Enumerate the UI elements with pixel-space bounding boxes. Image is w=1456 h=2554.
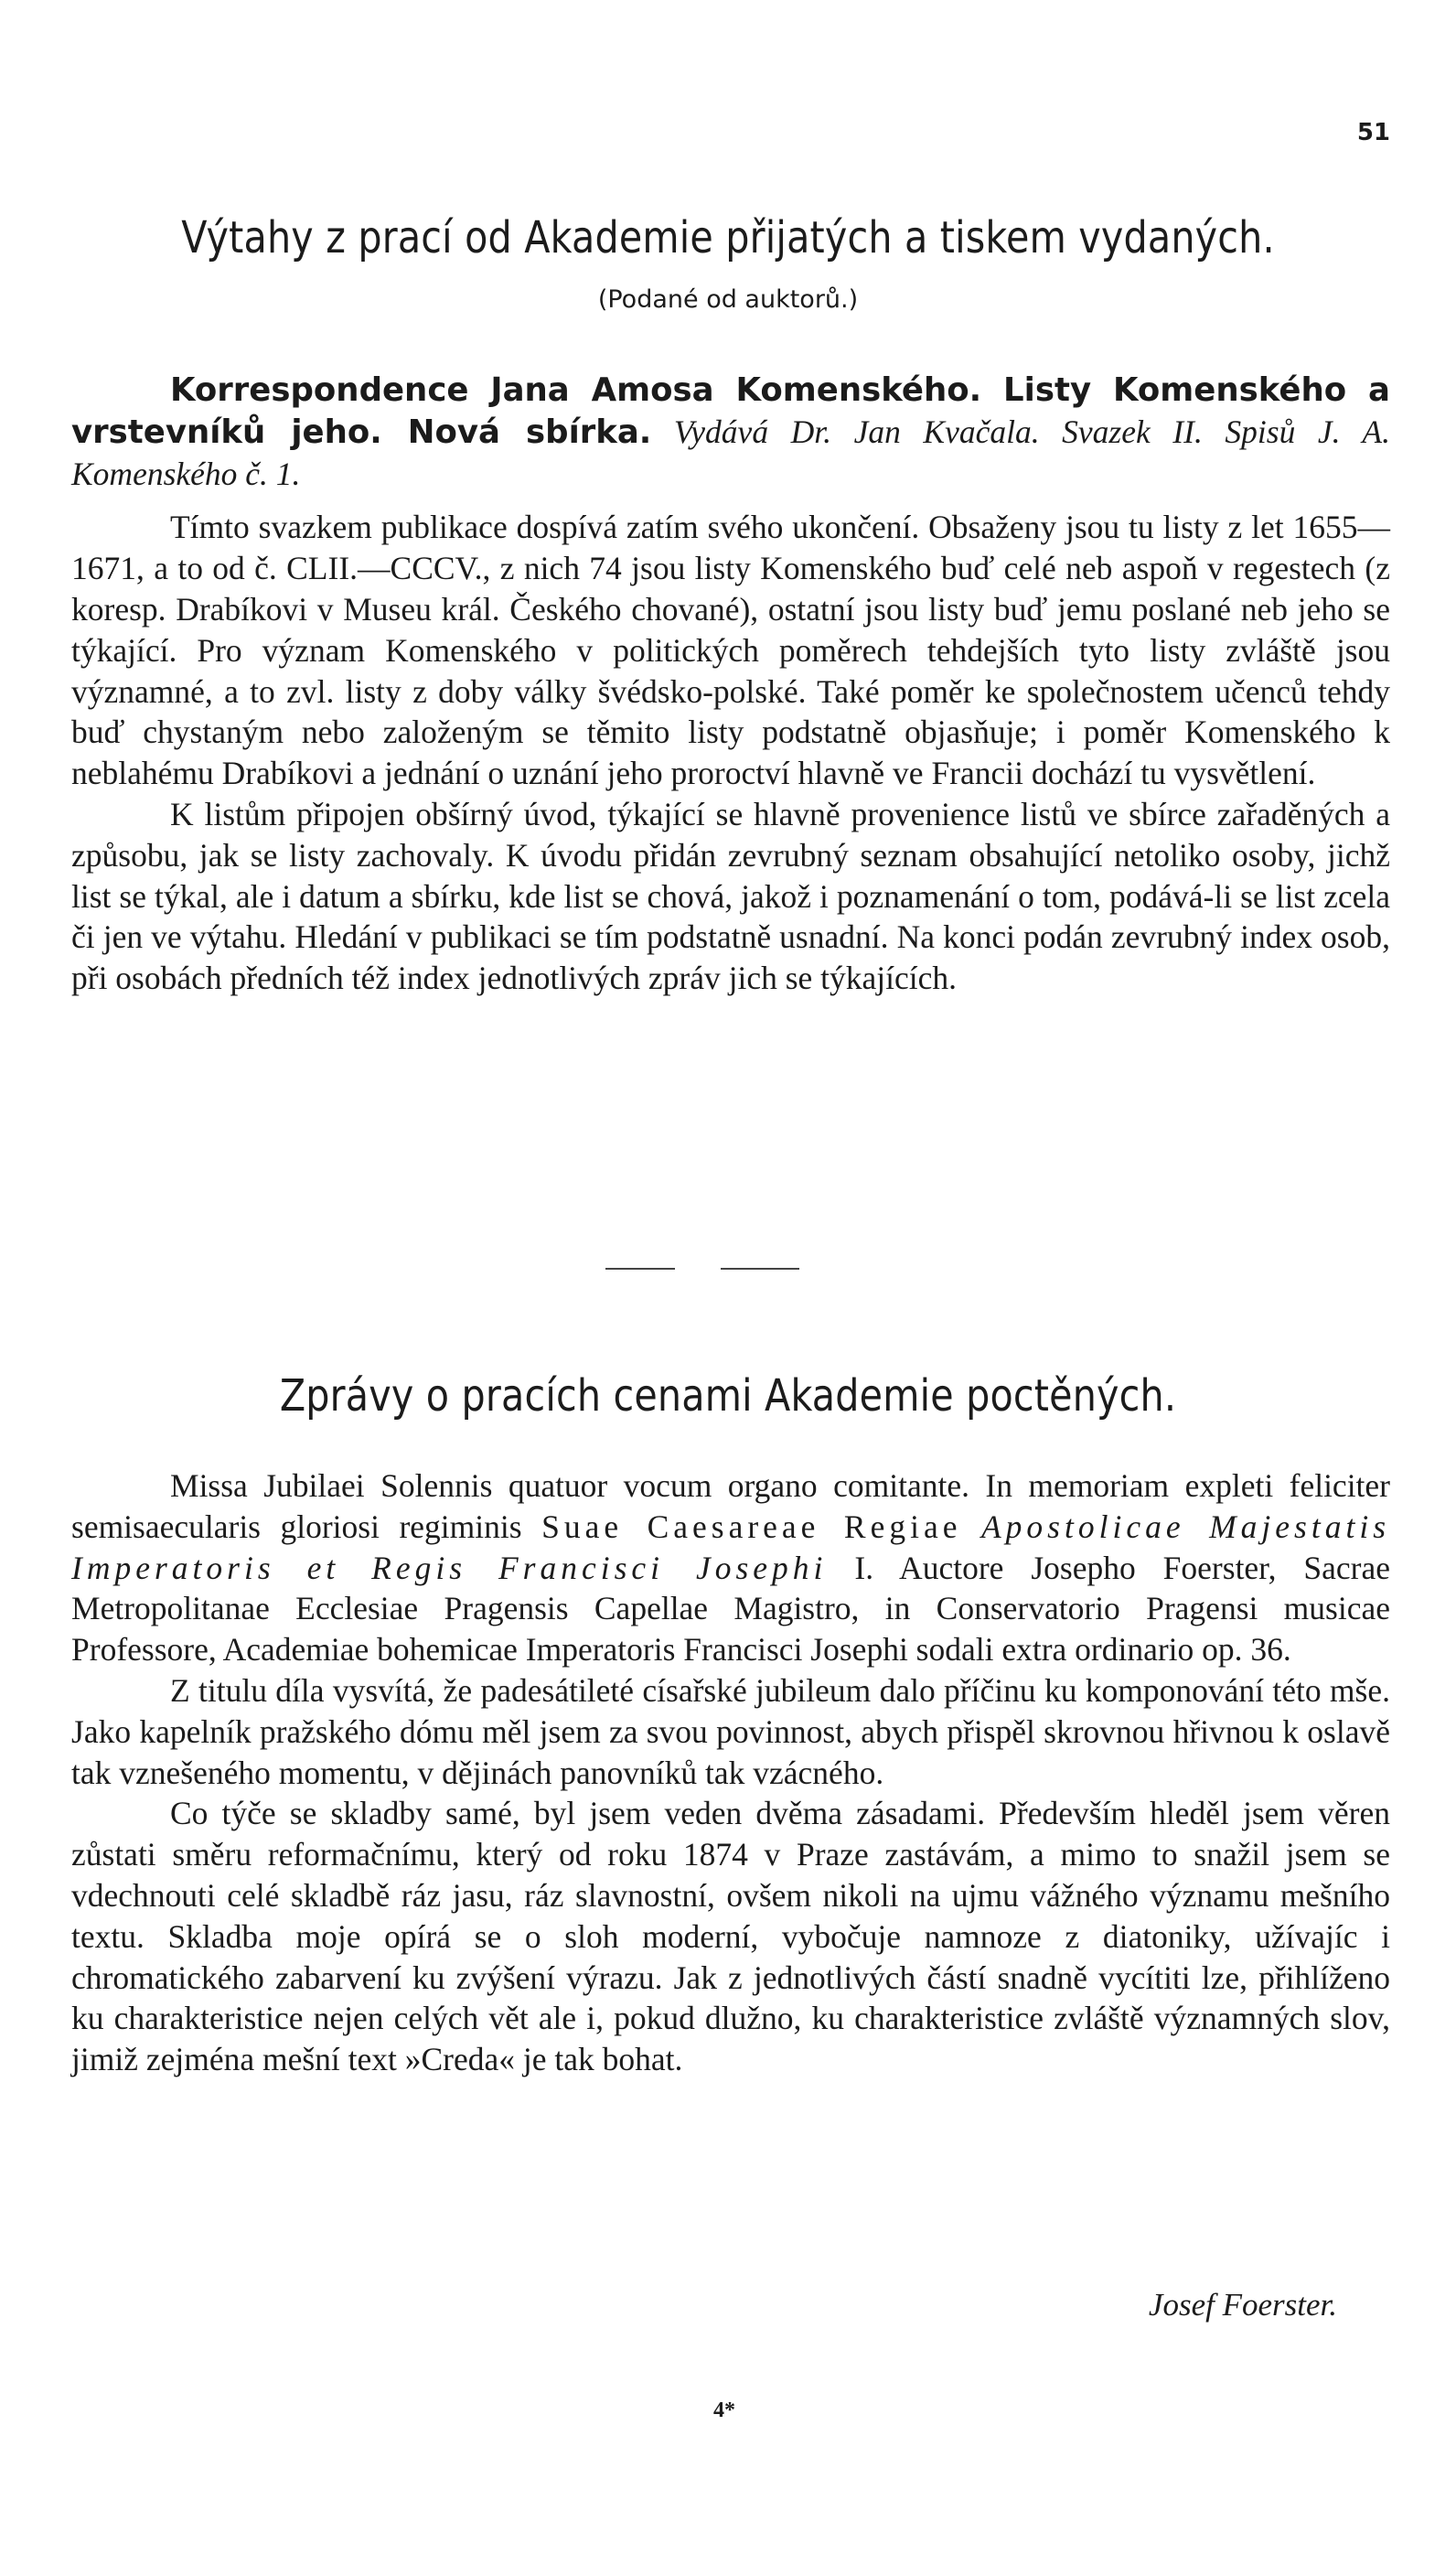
section1-paragraph-1: Tímto svazkem publikace dospívá zatím svého ukončení. Obsaženy jsou tu listy z let 1655—1671, a to od č. CLII.—CCCV., z nich 74 jsou listy Komenského buď celé neb aspoň v regestech (z koresp. Drabíkovi v Museu král. Českého chované), ostatní jsou listy buď jemu poslané neb jeho se týkající. Pro význam Komenského v politických poměrech tehdejších tyto listy zvláště jsou významné, a to zvl. listy z doby války švédsko-polské. Také poměr ke společnostem učenců tehdy buď chystaným nebo založeným se těmito listy podstatně objasňuje; i poměr Komenského k neblahému Drabíkovi a jednání o uznání jeho proroctví hlavně ve Francii dochází tu vysvětlení. (71, 509, 1390, 792)
section2-body (71, 1465, 1390, 2080)
section2-paragraph-1: Z titulu díla vysvítá, že padesátileté císařské jubileum dalo příčinu ku komponování této mše. Jako kapelník pražského dómu měl jsem za svou povinnost, abych přispěl skrovnou hřivnou k oslavě tak vznešeného momentu, v dějinách panovníků tak vzácného. (71, 1671, 1390, 1791)
mass-title-spaced: Suae Caesareae Regiae (541, 1508, 962, 1545)
section1-body (71, 370, 1390, 999)
section-heading-awarded: Zprávy o pracích cenami Akademie poctěných. (279, 1370, 1177, 1422)
page-number: 51 (1356, 119, 1390, 146)
sheet-mark: 4* (713, 2398, 735, 2422)
mass-title-author: I. Auctore Josepho Foerster, Sacrae Metropolitanae Ecclesiae Pragensis Capellae Magistro, in Conservatorio Pragensi musicae Professore, Academiae bohemicae Imperatoris Francisci Josephi sodali extra ordinario op. 36. (71, 1549, 1391, 1669)
section1-paragraph-2: K listům připojen obšírný úvod, týkající se hlavně provenience listů ve sbírce zařaděných a způsobu, jak se listy zachovaly. K úvodu přidán zevrubný seznam obsahující netoliko osoby, jichž list se týkal, ale i datum a sbírku, kde list se chová, jakož i poznamenání o tom, podává-li se list zcela či jen ve výtahu. Hledání v publikaci se tím podstatně usnadní. Na konci podán zevrubný index osob, při osobách předních též index jednotlivých zpráv jich se týkajících. (71, 795, 1390, 997)
entry-title: Korrespondence Jana Amosa Komenského. Listy Komenského a vrstevníků jeho. Nová sbírka. (71, 371, 1390, 451)
section2-paragraph-2: Co týče se skladby samé, byl jsem veden dvěma zásadami. Především hleděl jsem věren zůstati směru reformačnímu, který od roku 1874 v Praze zastávám, a mimo to snažil jsem se vdechnouti celé skladbě ráz jasu, ráz slavnostní, ovšem nikoli na ujmu vážného významu mešního textu. Skladba moje opírá se o sloh moderní, vybočuje namnoze z diatoniky, užívajíc i chromatického zabarvení ku zvýšení výrazu. Jak z jednotlivých částí snadně vycítiti lze, přihlíženo ku charakteristice nejen celých vět ale i, pokud dlužno, ku charakteristice zvláště významných slov, jimiž zejména mešní text »Creda« je tak bohat. (71, 1795, 1390, 2078)
section-subheading-authors: (Podané od auktorů.) (597, 285, 859, 314)
divider-left (605, 1268, 675, 1270)
mass-title (71, 1465, 1390, 1670)
mass-title-intro: Missa Jubilaei Solennis quatuor vocum organo comitante. In memoriam expleti feliciter semisaecularis gloriosi regiminis (71, 1467, 1390, 1545)
divider-right (721, 1268, 799, 1270)
signature: Josef Foerster. (1148, 2287, 1337, 2323)
section-heading-extracts: Výtahy z prací od Akademie přijatých a tiskem vydaných. (181, 212, 1275, 263)
mass-title-emperor: Apostolicae Majestatis Imperatoris et Regis Francisci Josephi (71, 1508, 1391, 1586)
entry-heading (71, 370, 1390, 494)
entry-editor: Vydává Dr. Jan Kvačala. Svazek II. Spisů J. A. Komenského č. 1. (71, 413, 1390, 492)
